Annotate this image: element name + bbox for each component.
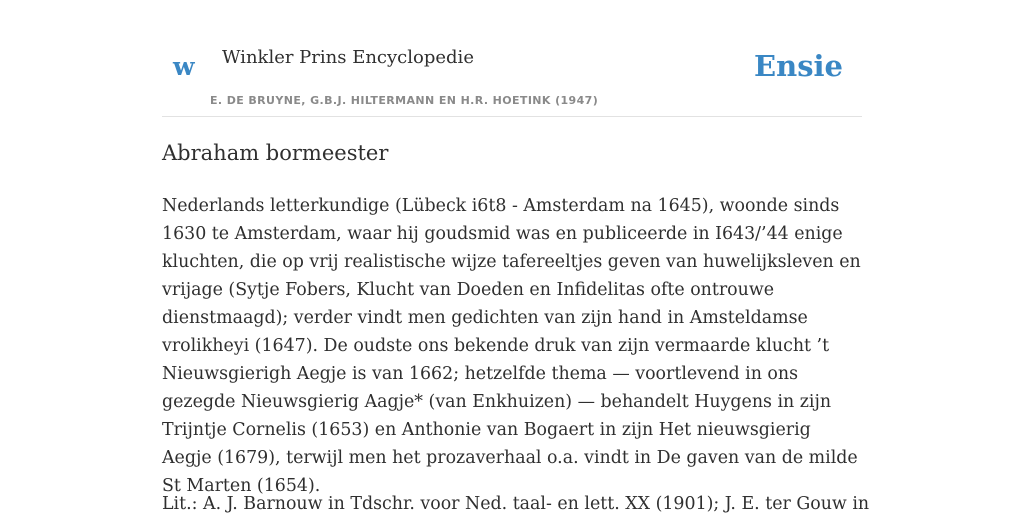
authors-subtitle: E. DE BRUYNE, G.B.J. HILTERMANN EN H.R. HOETINK (1947): [210, 94, 599, 107]
article-literature: Lit.: A. J. Barnouw in Tdschr. voor Ned. taal- en lett. XX (1901); J. E. ter Gouw in: [162, 494, 870, 514]
article-title: Abraham bormeester: [162, 141, 389, 165]
logo-icon[interactable]: w: [173, 52, 195, 81]
brand-logo[interactable]: Ensie: [754, 49, 843, 83]
page: [162, 0, 870, 514]
article-body: Nederlands letterkundige (Lübeck i6t8 - Amsterdam na 1645), woonde sinds 1630 te Amsterdam, waar hij goudsmid was en publiceerde in I643/’44 enige kluchten, die op vrij realistische wijze tafereeltjes geven van huwelijksleven en vrijage (Sytje Fobers, Klucht van Doeden en Infidelitas ofte ontrouwe dienstmaagd); verder vindt men gedichten van zijn hand in Amsteldamse vrolikheyi (1647). De oudste ons bekende druk van zijn vermaarde klucht ’t Nieuwsgierigh Aegje is van 1662; hetzelfde thema — voortlevend in ons gezegde Nieuwsgierig Aagje* (van Enkhuizen) — behandelt Huygens in zijn Trijntje Cornelis (1653) en Anthonie van Bogaert in zijn Het nieuwsgierig Aegje (1679), terwijl men het prozaverhaal o.a. vindt in De gaven van de milde St Marten (1654).: [162, 196, 861, 496]
site-header: [162, 0, 862, 117]
site-title[interactable]: Winkler Prins Encyclopedie: [222, 47, 474, 68]
